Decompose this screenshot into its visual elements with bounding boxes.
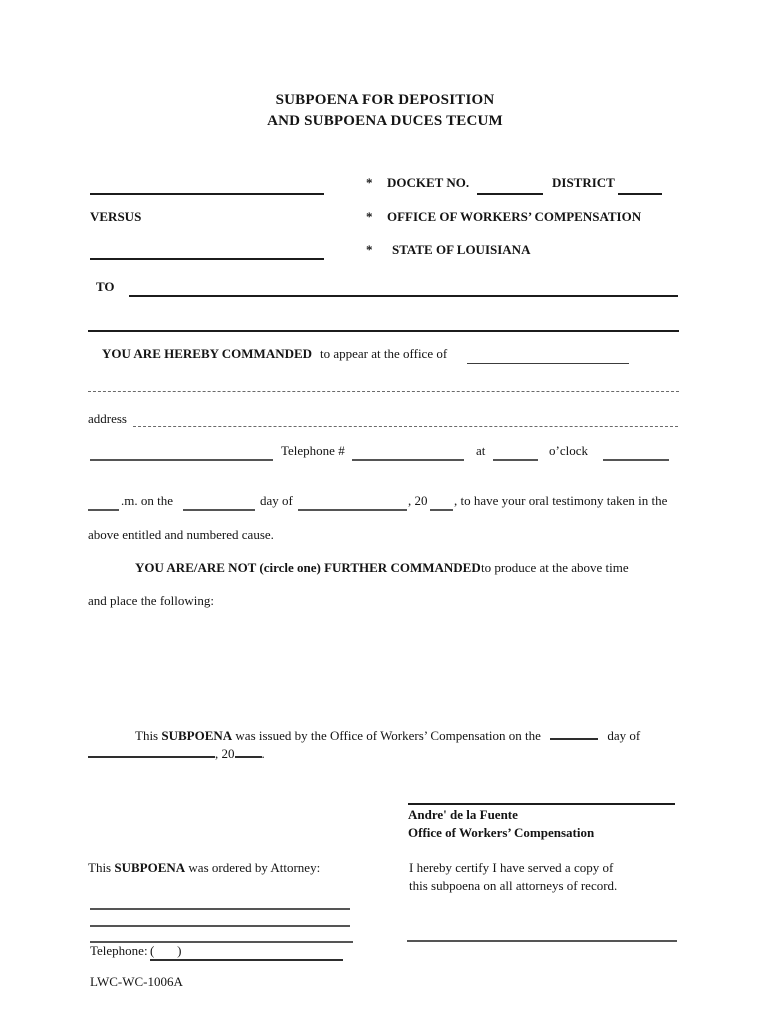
issued-line-2	[88, 744, 265, 762]
address-label: address	[88, 411, 127, 426]
day-of-label: day of	[260, 493, 293, 508]
year-field[interactable]	[430, 492, 453, 511]
ordered-pre-text: This	[88, 860, 115, 875]
issued-period: .	[261, 746, 265, 761]
issued-mid-text: was issued by the Office of Workers’ Compensation on the	[232, 728, 541, 743]
issued-comma-20-label: , 20	[215, 746, 235, 761]
form-title-line2: AND SUBPOENA DUCES TECUM	[267, 113, 503, 129]
further-commanded-label: YOU ARE/ARE NOT (circle one) FURTHER COMMANDED	[135, 560, 481, 575]
oral-testimony-text: , to have your oral testimony taken in the	[454, 493, 668, 508]
caption-star-2: *	[366, 209, 373, 224]
appear-at-office-label: to appear at the office of	[320, 346, 448, 361]
docket-no-label: DOCKET NO.	[387, 175, 470, 190]
versus-label: VERSUS	[90, 209, 142, 224]
defendant-name-field[interactable]	[90, 241, 324, 260]
oclock-field[interactable]	[603, 442, 669, 461]
signer-org: Office of Workers’ Compensation	[408, 825, 595, 840]
signer-name: Andre' de la Fuente	[408, 807, 518, 822]
caption-star-3: *	[366, 242, 373, 257]
office-of-field[interactable]	[467, 347, 629, 364]
am-pm-field[interactable]	[88, 492, 119, 511]
attorney-telephone-field[interactable]: ( )	[150, 943, 343, 961]
attorney-telephone-label: Telephone:	[90, 943, 148, 958]
comma-20-label: , 20	[408, 493, 428, 508]
at-label: at	[476, 443, 486, 458]
issued-month-field[interactable]	[88, 744, 215, 758]
entitled-cause-text: above entitled and numbered cause.	[88, 527, 274, 542]
address-field[interactable]	[133, 410, 678, 427]
telephone-number-label: Telephone #	[281, 443, 345, 458]
telephone-number-field[interactable]	[352, 442, 464, 461]
day-field[interactable]	[183, 492, 255, 511]
time-field[interactable]	[493, 442, 538, 461]
office-of-workers-comp-label: OFFICE OF WORKERS’ COMPENSATION	[387, 209, 642, 224]
issued-day-field[interactable]	[550, 726, 598, 740]
address-continuation-field[interactable]	[90, 442, 273, 461]
certify-line-1: I hereby certify I have served a copy of	[409, 860, 614, 875]
ordered-post-text: was ordered by Attorney:	[185, 860, 321, 875]
state-of-louisiana-label: STATE OF LOUISIANA	[392, 242, 531, 257]
district-label: DISTRICT	[552, 175, 615, 190]
hereby-commanded-label: YOU ARE HEREBY COMMANDED	[102, 346, 313, 361]
service-signature-field[interactable]	[407, 923, 677, 942]
issued-pre-text: This	[135, 728, 162, 743]
issued-day-of-label: day of	[607, 728, 641, 743]
form-title-line1: SUBPOENA FOR DEPOSITION	[275, 92, 495, 108]
oclock-label: o’clock	[549, 443, 588, 458]
office-continuation-field[interactable]	[88, 375, 679, 392]
to-continuation-field[interactable]	[88, 313, 679, 332]
caption-star-1: *	[366, 175, 373, 190]
issued-line-1	[135, 726, 640, 744]
to-label: TO	[96, 279, 115, 294]
issued-year-field[interactable]	[235, 744, 262, 758]
docket-no-field[interactable]	[477, 176, 543, 195]
certify-line-2: this subpoena on all attorneys of record.	[409, 878, 618, 893]
month-field[interactable]	[298, 492, 407, 511]
issued-subpoena-word: SUBPOENA	[161, 728, 233, 743]
produce-above-time-text: to produce at the above time	[481, 560, 629, 575]
form-number: LWC-WC-1006A	[90, 974, 183, 989]
district-field[interactable]	[618, 176, 662, 195]
attorney-line-3-field[interactable]	[90, 924, 353, 943]
to-field[interactable]	[129, 278, 678, 297]
plaintiff-name-field[interactable]	[90, 176, 324, 195]
place-following-text: and place the following:	[88, 593, 214, 608]
ordered-by-attorney-text	[88, 860, 320, 876]
ordered-subpoena-word: SUBPOENA	[114, 860, 186, 875]
m-on-the-label: .m. on the	[121, 493, 173, 508]
issuer-signature-field[interactable]	[408, 786, 675, 805]
